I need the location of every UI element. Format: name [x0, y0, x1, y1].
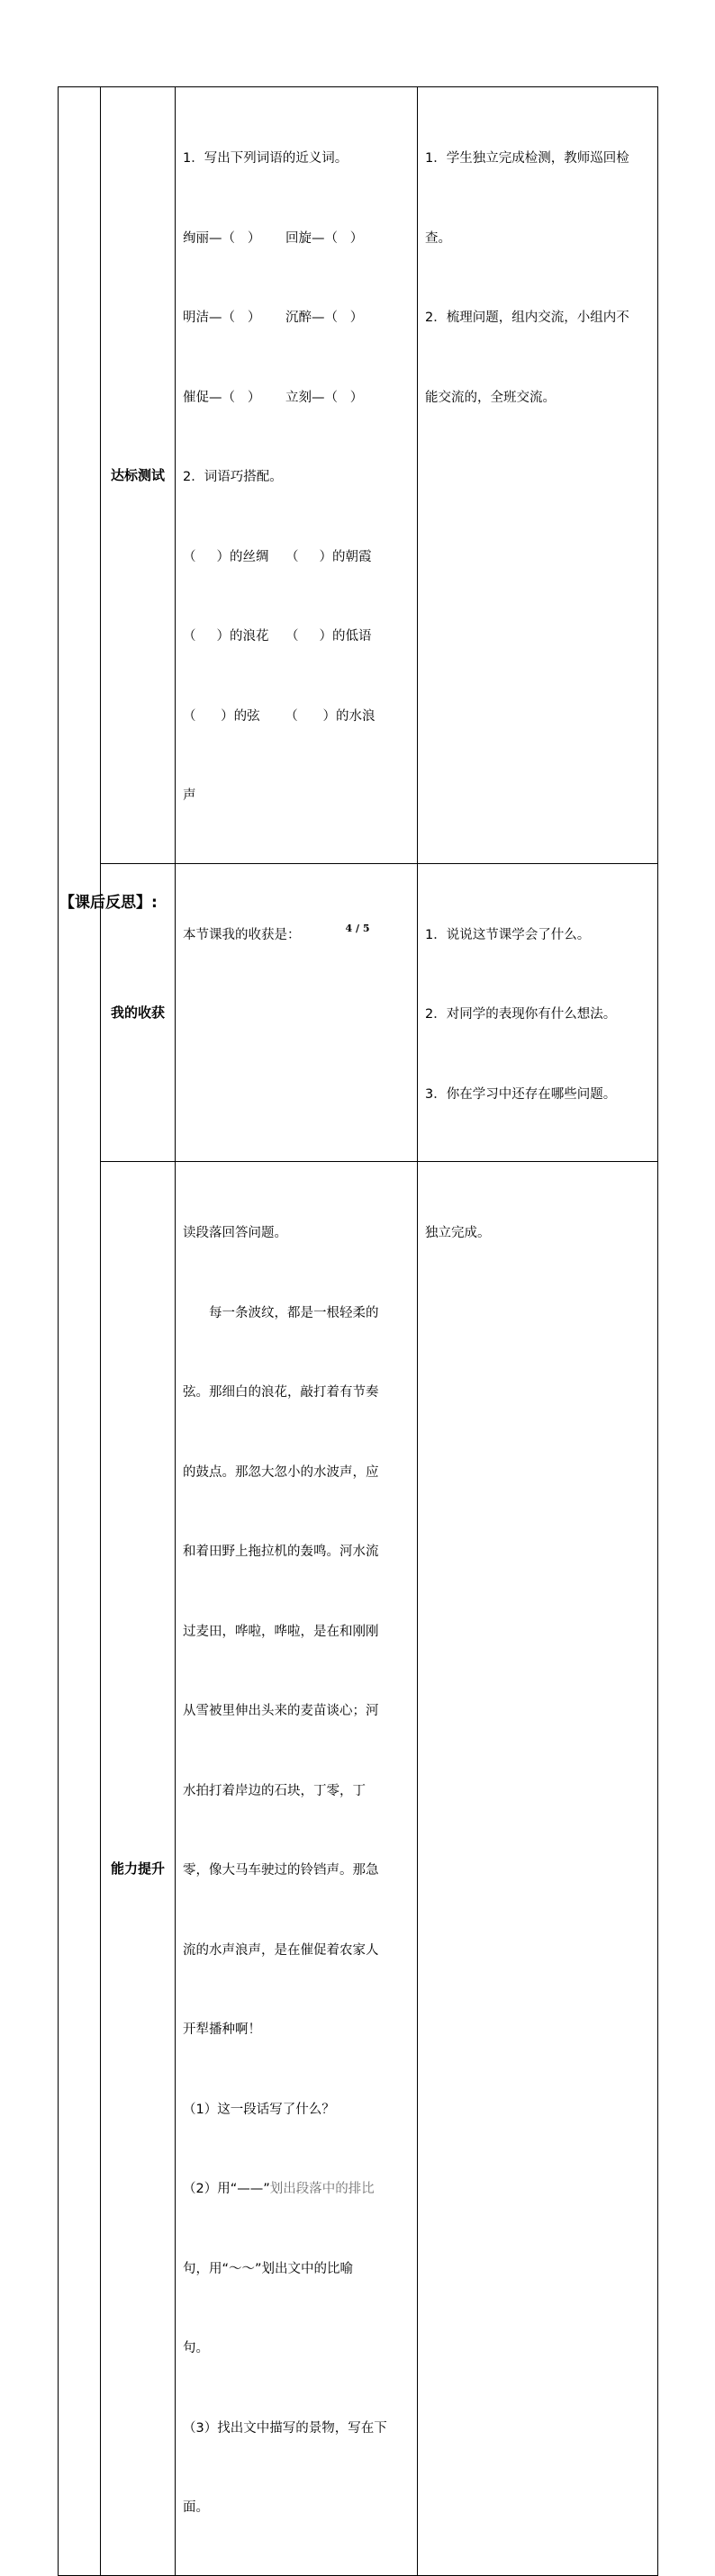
content-cell — [176, 1162, 418, 2576]
guidance-line: 1．说说这节课学会了什么。 — [425, 927, 591, 942]
page-number: 4 / 5 — [345, 923, 370, 934]
passage-line: 开犁播种啊！ — [183, 2022, 261, 2037]
content-line: 2．词语巧搭配。 — [183, 470, 283, 484]
question-2-line-2: 句，用“～～”划出文中的比喻 — [183, 2261, 354, 2276]
passage-line: 流的水声浪声，是在催促着农家人 — [183, 1942, 379, 1958]
section-label: 我的收获 — [110, 1004, 165, 1022]
guidance-cell — [418, 863, 658, 1162]
question-3: （3）找出文中描写的景物，写在下 — [183, 2420, 387, 2436]
guidance-line: 1．学生独立完成检测，教师巡回检 — [425, 151, 629, 166]
question-3-line-2: 面。 — [183, 2500, 209, 2515]
content-line: （ ）的浪花 （ ）的低语 — [183, 629, 372, 644]
guidance-line: 独立完成。 — [425, 1226, 491, 1240]
question-2-rest: 划出段落中的排比 — [269, 2182, 375, 2196]
passage-line: 水拍打着岸边的石块，丁零，丁 — [183, 1783, 366, 1798]
passage-line: 过麦田，哗啦，哗啦，是在和刚刚 — [183, 1624, 379, 1639]
blank-column-cell — [59, 87, 101, 2576]
guidance-line: 能交流的，全班交流。 — [425, 390, 556, 405]
section-label-cell — [101, 1162, 176, 2576]
passage-line: 和着田野上拖拉机的轰鸣。河水流 — [183, 1545, 379, 1559]
content-line: 明洁—（ ） 沉醉—（ ） — [183, 311, 364, 325]
passage-line: 弦。那细白的浪花，敲打着有节奏 — [183, 1385, 379, 1400]
question-2-start: （2）用“——” — [183, 2182, 270, 2196]
lesson-table — [58, 86, 658, 2576]
passage-line: 从雪被里伸出头来的麦苗谈心；河 — [183, 1704, 379, 1718]
question-1: （1）这一段话写了什么？ — [183, 2102, 335, 2117]
content-line: 1．写出下列词语的近义词。 — [183, 151, 348, 166]
guidance-cell — [418, 87, 658, 864]
section-label: 能力提升 — [110, 1860, 165, 1878]
reflection-heading: 【课后反思】: — [59, 894, 158, 912]
table-row — [59, 1162, 658, 2576]
section-label: 达标测试 — [110, 467, 165, 484]
reading-instruction: 读段落回答问题。 — [183, 1226, 287, 1240]
question-2 — [183, 2176, 412, 2203]
guidance-line: 2．梳理问题，组内交流，小组内不 — [425, 311, 629, 325]
content-line: 绚丽—（ ） 回旋—（ ） — [183, 230, 364, 246]
content-cell — [176, 87, 418, 864]
content-line: （ ）的丝绸 （ ）的朝霞 — [183, 549, 372, 564]
passage-line: 的鼓点。那忽大忽小的水波声，应 — [183, 1464, 379, 1480]
table-row — [59, 87, 658, 864]
content-line: 本节课我的收获是： — [183, 927, 301, 942]
passage-line: 每一条波纹，都是一根轻柔的 — [209, 1305, 379, 1320]
section-label-cell — [101, 87, 176, 864]
content-line: （ ）的弦 （ ）的水浪 — [183, 708, 376, 724]
guidance-cell — [418, 1162, 658, 2576]
guidance-line: 2．对同学的表现你有什么想法。 — [425, 1007, 617, 1022]
question-2-line-3: 句。 — [183, 2341, 209, 2355]
content-line: 声 — [183, 788, 196, 803]
passage-line: 零，像大马车驶过的铃铛声。那急 — [183, 1863, 379, 1878]
content-cell — [176, 863, 418, 1162]
guidance-line: 3．你在学习中还存在哪些问题。 — [425, 1086, 617, 1102]
content-line: 催促—（ ） 立刻—（ ） — [183, 390, 364, 405]
guidance-line: 查。 — [425, 230, 451, 246]
